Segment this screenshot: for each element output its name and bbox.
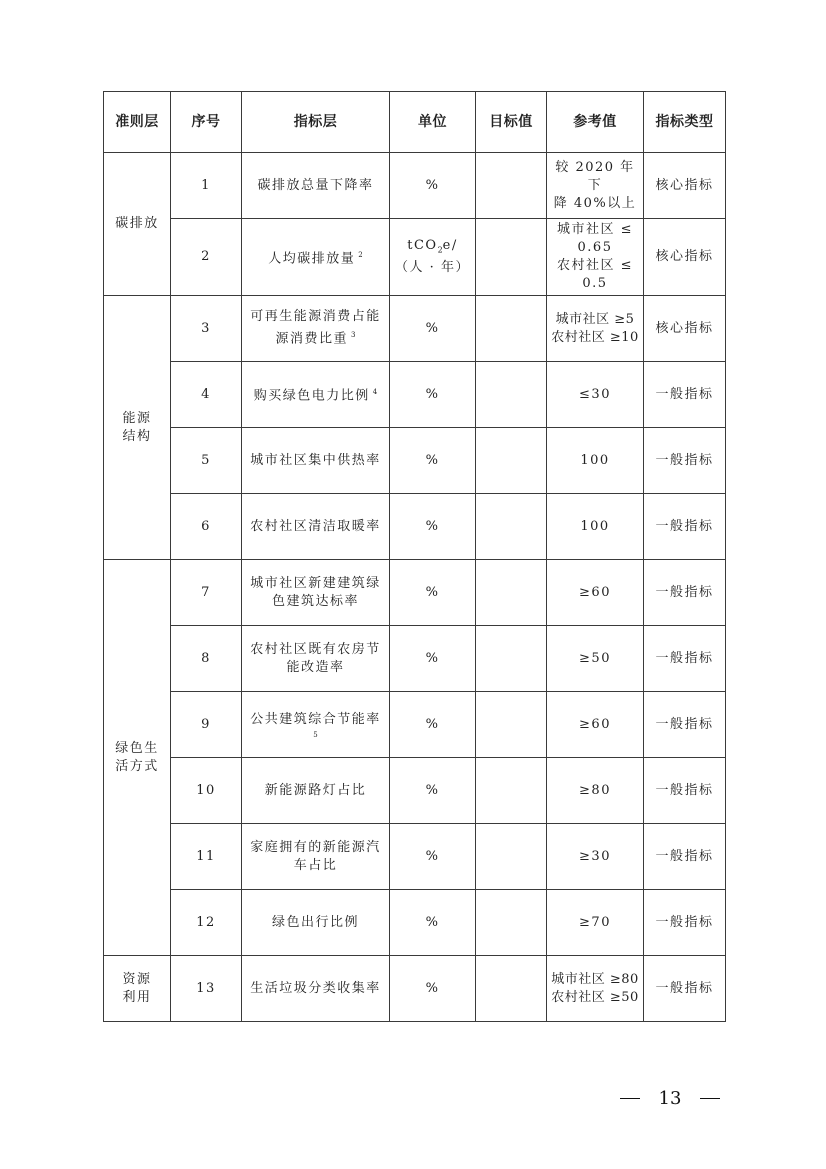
header-number: 序号 [171, 92, 242, 153]
unit-text: tCO [407, 237, 438, 253]
table-row [104, 626, 726, 692]
indicator-text: 源消费比重 [275, 331, 349, 347]
indicator-cell [242, 824, 390, 890]
type-cell: 一般指标 [644, 890, 726, 956]
target-cell [476, 626, 547, 692]
reference-cell: ≥70 [547, 890, 644, 956]
reference-line: 城市社区 ≥5 [555, 311, 635, 327]
criterion-label: 能源 [122, 410, 152, 426]
reference-cell: ≥80 [547, 758, 644, 824]
reference-cell [547, 219, 644, 296]
reference-cell: ≤30 [547, 362, 644, 428]
reference-cell [547, 153, 644, 219]
criterion-label: 活方式 [115, 758, 159, 774]
reference-cell: ≥30 [547, 824, 644, 890]
dash-decoration [700, 1098, 720, 1099]
indicator-text: 能改造率 [286, 659, 345, 675]
reference-line: 0.65 [577, 240, 613, 255]
number-cell: 4 [171, 362, 242, 428]
table-row [104, 153, 726, 219]
indicator-cell [242, 626, 390, 692]
number-cell: 3 [171, 296, 242, 362]
criterion-label: 碳排放 [115, 216, 159, 231]
type-cell: 一般指标 [644, 428, 726, 494]
target-cell [476, 296, 547, 362]
type-cell: 一般指标 [644, 692, 726, 758]
unit-cell: % [390, 956, 476, 1022]
target-cell [476, 362, 547, 428]
indicator-cell: 农村社区清洁取暖率 [242, 494, 390, 560]
type-cell: 一般指标 [644, 626, 726, 692]
target-cell [476, 153, 547, 219]
target-cell [476, 219, 547, 296]
target-cell [476, 560, 547, 626]
table-row [104, 692, 726, 758]
unit-cell: % [390, 890, 476, 956]
number-cell: 12 [171, 890, 242, 956]
header-type: 指标类型 [644, 92, 726, 153]
table-row [104, 428, 726, 494]
table-row [104, 494, 726, 560]
number-cell: 2 [171, 219, 242, 296]
target-cell [476, 956, 547, 1022]
type-cell: 核心指标 [644, 296, 726, 362]
indicator-cell [242, 692, 390, 758]
unit-cell: % [390, 560, 476, 626]
unit-text: e/ [442, 237, 458, 253]
criterion-label: 结构 [122, 428, 152, 444]
unit-text: （人 · 年） [395, 260, 470, 276]
reference-line: 农村社区 ≥10 [551, 329, 639, 345]
indicator-cell [242, 362, 390, 428]
reference-line: 较 2020 年下 [555, 159, 635, 193]
header-indicator: 指标层 [242, 92, 390, 153]
header-unit: 单位 [390, 92, 476, 153]
indicator-text: 农村社区既有农房节 [250, 641, 381, 657]
number-cell: 9 [171, 692, 242, 758]
number-cell: 11 [171, 824, 242, 890]
criterion-cell [104, 956, 171, 1022]
footnote-marker: 3 [351, 331, 356, 340]
type-cell: 一般指标 [644, 494, 726, 560]
number-cell: 7 [171, 560, 242, 626]
table-row [104, 219, 726, 296]
header-target: 目标值 [476, 92, 547, 153]
number-cell: 5 [171, 428, 242, 494]
indicator-text: 公共建筑综合节能率 [250, 711, 381, 727]
table-row [104, 362, 726, 428]
indicator-cell [242, 560, 390, 626]
unit-cell: % [390, 758, 476, 824]
number-cell: 8 [171, 626, 242, 692]
unit-cell: % [390, 362, 476, 428]
unit-cell: % [390, 692, 476, 758]
criterion-label: 绿色生 [115, 740, 159, 756]
table-row [104, 560, 726, 626]
indicator-table [103, 91, 726, 1022]
indicator-text: 碳排放总量下降率 [257, 177, 374, 193]
table-row [104, 296, 726, 362]
indicator-cell: 新能源路灯占比 [242, 758, 390, 824]
reference-line: 农村社区 ≥50 [551, 989, 639, 1005]
type-cell: 核心指标 [644, 219, 726, 296]
target-cell [476, 494, 547, 560]
type-cell: 一般指标 [644, 824, 726, 890]
dash-decoration [620, 1098, 640, 1099]
footnote-marker: 2 [358, 250, 363, 259]
type-cell: 一般指标 [644, 956, 726, 1022]
indicator-text: 家庭拥有的新能源汽 [250, 839, 381, 855]
page-footer [620, 1088, 720, 1109]
indicator-text: 人均碳排放量 [268, 251, 356, 267]
unit-cell [390, 219, 476, 296]
criterion-cell [104, 296, 171, 560]
number-cell: 1 [171, 153, 242, 219]
footnote-marker: 5 [313, 730, 318, 739]
number-cell: 10 [171, 758, 242, 824]
indicator-cell [242, 219, 390, 296]
unit-cell: % [390, 626, 476, 692]
type-cell: 核心指标 [644, 153, 726, 219]
indicator-text: 可再生能源消费占能 [250, 309, 381, 325]
unit-subscript: 2 [437, 245, 443, 255]
header-reference: 参考值 [547, 92, 644, 153]
reference-line: 城市社区 ≥80 [551, 971, 639, 987]
indicator-cell [242, 153, 390, 219]
indicator-text: 购买绿色电力比例 [253, 388, 370, 404]
reference-line: 0.5 [582, 276, 608, 291]
table-row [104, 758, 726, 824]
indicator-text: 色建筑达标率 [271, 593, 359, 609]
indicator-cell: 绿色出行比例 [242, 890, 390, 956]
reference-cell: ≥50 [547, 626, 644, 692]
reference-cell: 100 [547, 428, 644, 494]
unit-cell: % [390, 428, 476, 494]
reference-cell [547, 956, 644, 1022]
target-cell [476, 758, 547, 824]
criterion-cell [104, 560, 171, 956]
unit-cell: % [390, 296, 476, 362]
unit-cell: % [390, 153, 476, 219]
reference-line: 降 40%以上 [553, 195, 637, 211]
indicator-text: 车占比 [293, 857, 338, 873]
criterion-label: 利用 [122, 989, 152, 1005]
table-row [104, 956, 726, 1022]
type-cell: 一般指标 [644, 560, 726, 626]
number-cell: 13 [171, 956, 242, 1022]
target-cell [476, 428, 547, 494]
type-cell: 一般指标 [644, 362, 726, 428]
reference-cell: ≥60 [547, 692, 644, 758]
footnote-marker: 4 [372, 388, 378, 397]
reference-cell: 100 [547, 494, 644, 560]
page-number: 13 [658, 1088, 682, 1109]
unit-cell: % [390, 494, 476, 560]
table-row [104, 890, 726, 956]
indicator-cell [242, 296, 390, 362]
reference-cell: ≥60 [547, 560, 644, 626]
header-criterion: 准则层 [104, 92, 171, 153]
table-row [104, 824, 726, 890]
target-cell [476, 692, 547, 758]
indicator-text: 城市社区新建建筑绿 [250, 575, 381, 591]
type-cell: 一般指标 [644, 758, 726, 824]
target-cell [476, 824, 547, 890]
indicator-cell: 城市社区集中供热率 [242, 428, 390, 494]
number-cell: 6 [171, 494, 242, 560]
criterion-cell [104, 153, 171, 296]
unit-cell: % [390, 824, 476, 890]
table-header-row [104, 92, 726, 153]
target-cell [476, 890, 547, 956]
reference-line: 农村社区 ≤ [556, 258, 634, 273]
indicator-cell: 生活垃圾分类收集率 [242, 956, 390, 1022]
reference-line: 城市社区 ≤ [556, 222, 634, 237]
reference-cell [547, 296, 644, 362]
criterion-label: 资源 [122, 971, 152, 987]
